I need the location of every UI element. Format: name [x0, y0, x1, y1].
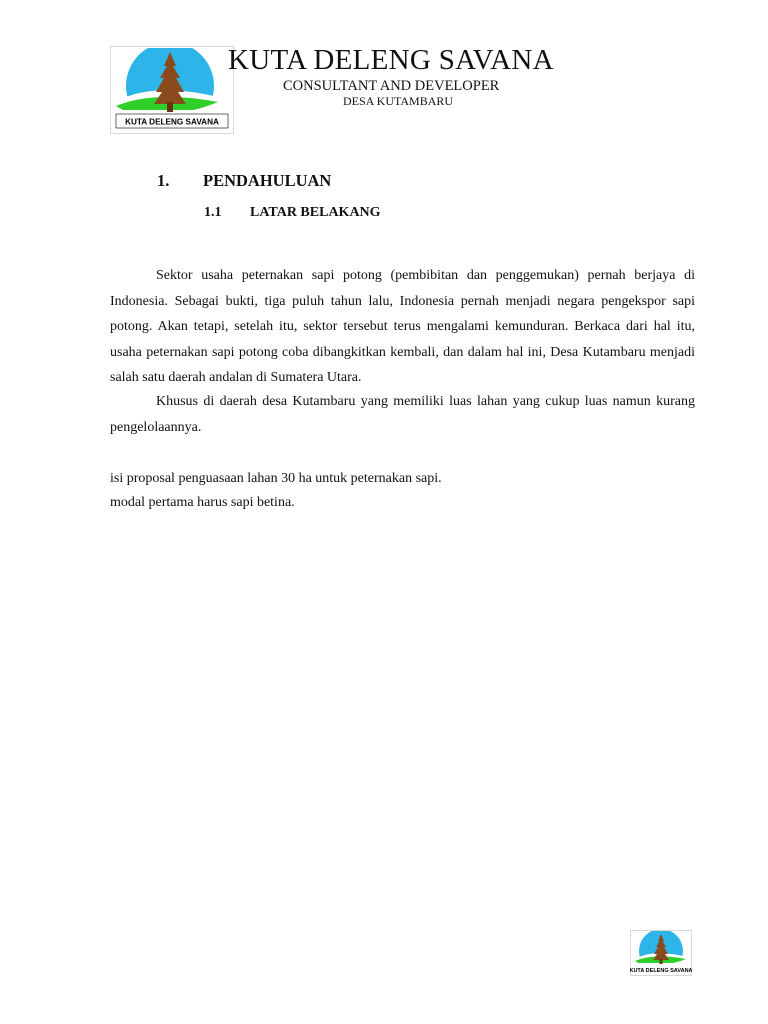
- section-number: 1.: [157, 171, 170, 190]
- paragraph-1: [110, 263, 695, 391]
- note-line: isi proposal penguasaan lahan 30 ha untuk peternakan sapi.: [110, 471, 442, 486]
- notes: [110, 467, 442, 515]
- section-title: PENDAHULUAN: [203, 171, 332, 190]
- organization-subtitle: CONSULTANT AND DEVELOPER: [283, 78, 500, 94]
- subsection-title: LATAR BELAKANG: [250, 205, 381, 220]
- paragraph-2: [110, 389, 695, 440]
- tree-landscape-icon: [630, 930, 692, 976]
- organization-name: KUTA DELENG SAVANA: [228, 44, 554, 76]
- paragraph-text: Sektor usaha peternakan sapi potong (pembibitan dan penggemukan) pernah berjaya di Indonesia. Sebagai bukti, tiga puluh tahun lalu, Indonesia pernah menjadi negara pengekspor sapi potong. Akan tetapi, setelah itu, sektor tersebut terus mengalami kemunduran. Berkaca dari hal itu, usaha peternakan sapi potong coba dibangkitkan kembali, dan dalam hal ini, Desa Kutambaru menjadi salah satu daerah andalan di Sumatera Utara.: [110, 268, 695, 385]
- subsection-number: 1.1: [204, 205, 222, 220]
- organization-location: DESA KUTAMBARU: [343, 94, 454, 108]
- note-line: modal pertama harus sapi betina.: [110, 495, 295, 510]
- footer-logo: [630, 930, 692, 976]
- tree-landscape-icon: [110, 46, 234, 134]
- paragraph-text: Khusus di daerah desa Kutambaru yang memiliki luas lahan yang cukup luas namun kurang pengelolaannya.: [110, 394, 695, 435]
- footer-logo-label: KUTA DELENG SAVANA: [630, 968, 692, 974]
- logo-label: KUTA DELENG SAVANA: [125, 117, 219, 127]
- company-logo: [110, 46, 234, 134]
